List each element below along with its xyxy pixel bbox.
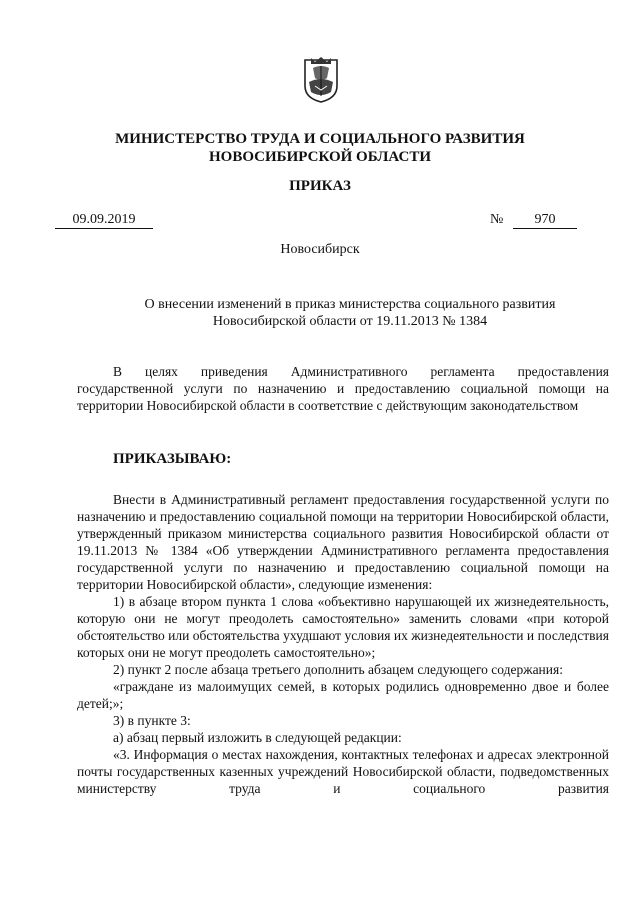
order-number: 970 [513, 211, 577, 229]
ministry-name-line2: НОВОСИБИРСКОЙ ОБЛАСТИ [208, 149, 432, 165]
preamble [77, 363, 609, 414]
coat-of-arms-icon [301, 56, 341, 104]
document-type: ПРИКАЗ [289, 178, 351, 194]
order-subject-line2: Новосибирской области от 19.11.2013 № 1384 [212, 314, 488, 329]
paragraph-quote: «граждане из малоимущих семей, в которых родились одновременно двое и более детей;»; [77, 679, 609, 711]
preamble-text: В целях приведения Административного регламента предоставления государственной услуги по назначению и предоставлению социальной помощи на территории Новосибирской области в соответствие с действующим законодательством [77, 364, 609, 413]
city: Новосибирск [280, 242, 360, 257]
paragraph-intro: Внести в Административный регламент предоставления государственной услуги по назначению и предоставлению социальной помощи на территории Новосибирской области, утвержденный приказом министерства социального развития Новосибирской области от 19.11.2013 № 1384 «Об утверждении Административного регламента предоставления государственной услуги по назначению и предоставлению социальной помощи на территории Новосибирской области», следующие изменения: [77, 492, 609, 592]
order-body [77, 491, 609, 797]
ministry-name [0, 130, 640, 166]
paragraph-item-1: 1) в абзаце втором пункта 1 слова «объективно нарушающей их жизнедеятельность, которую они не могут преодолеть самостоятельно» заменить словами «при которой обстоятельство или обстоятельства ухудшают условия их жизнедеятельности и последствия которых они не могут преодолеть самостоятельно»; [77, 594, 609, 660]
paragraph-item-2: 2) пункт 2 после абзаца третьего дополнить абзацем следующего содержания: [113, 662, 563, 677]
paragraph-item-3: 3) в пункте 3: [113, 713, 191, 728]
paragraph-item-3a-text: «3. Информация о местах нахождения, контактных телефонах и адресах электронной почты государственных казенных учреждений Новосибирской области, подведомственных министерству труда и социального развития [77, 747, 609, 796]
order-subject-line1: О внесении изменений в приказ министерства социального развития [144, 297, 556, 312]
paragraph-item-3a: а) абзац первый изложить в следующей редакции: [113, 730, 402, 745]
order-date: 09.09.2019 [55, 211, 153, 229]
ministry-name-line1: МИНИСТЕРСТВО ТРУДА И СОЦИАЛЬНОГО РАЗВИТИЯ [115, 131, 525, 147]
number-sign: № [490, 212, 504, 227]
order-word: ПРИКАЗЫВАЮ: [113, 451, 232, 467]
order-subject [80, 296, 620, 330]
